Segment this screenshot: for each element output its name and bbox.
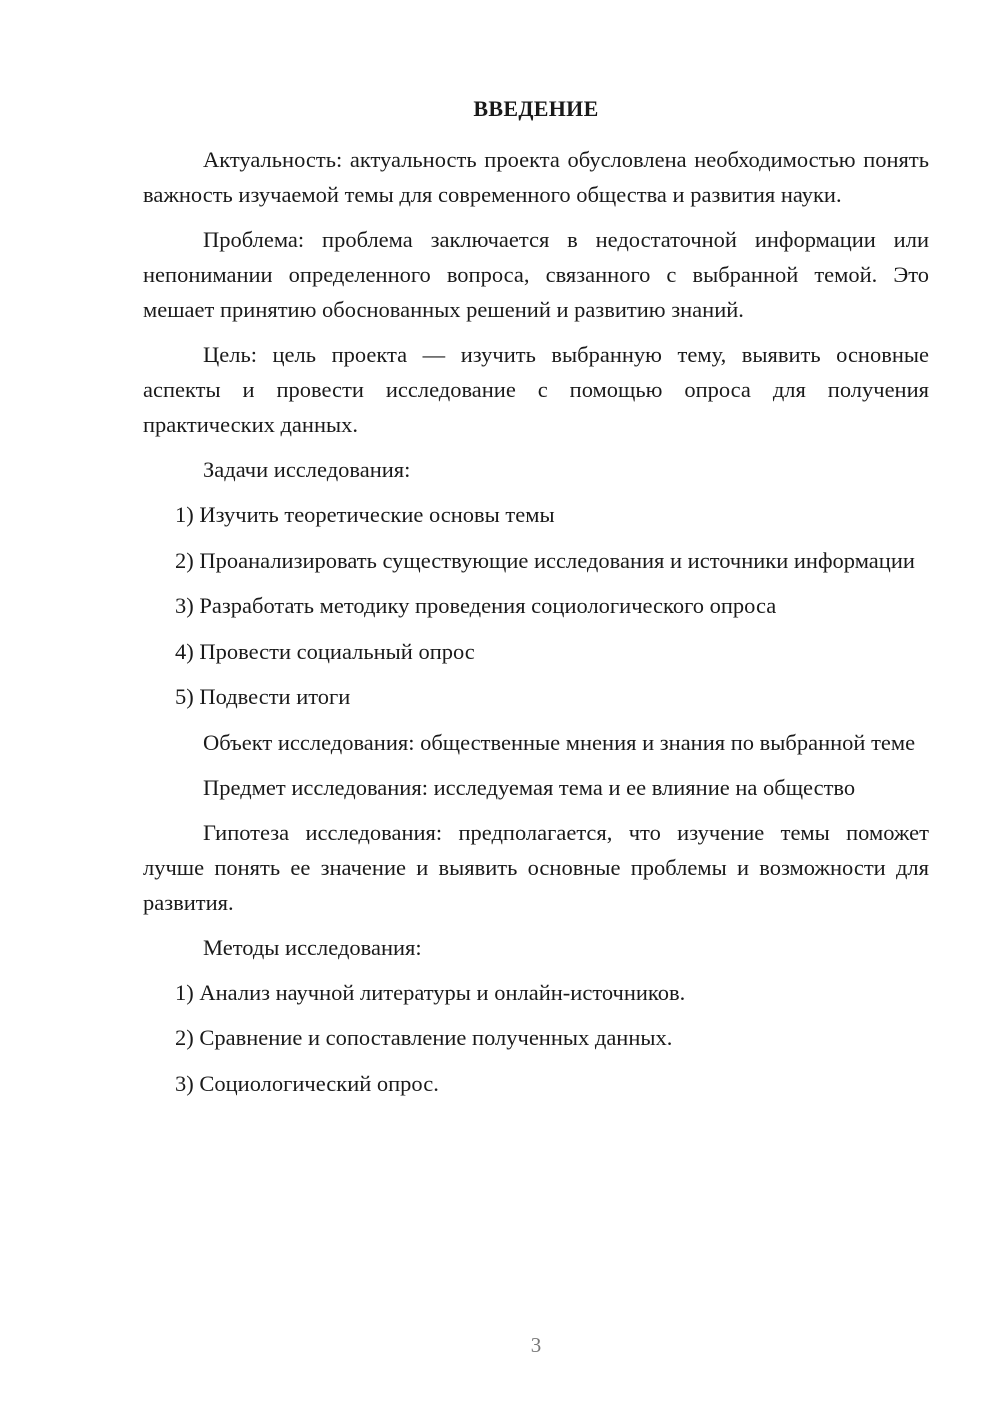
- tasks-heading: Задачи исследования:: [203, 457, 411, 482]
- page-title: ВВЕДЕНИЕ: [473, 96, 599, 121]
- task-item: 5) Подвести итоги: [175, 684, 351, 709]
- paragraph-object: Объект исследования: общественные мнения и знания по выбранной теме: [203, 729, 916, 755]
- paragraph-problem: Проблема: проблема заключается в недостаточной информации или непонимании определенного вопроса, связанного с выбранной темой. Это мешает принятию обоснованных решений и развитию знаний.: [143, 227, 929, 322]
- method-item: 1) Анализ научной литературы и онлайн-источников.: [175, 979, 686, 1005]
- methods-heading: Методы исследования:: [203, 934, 422, 960]
- page-number: 3: [530, 1333, 542, 1357]
- paragraph-hypothesis: Гипотеза исследования: предполагается, что изучение темы поможет лучше понять ее значение и выявить основные проблемы и возможности для развития.: [143, 819, 929, 915]
- method-item: 3) Социологический опрос.: [175, 1070, 439, 1096]
- task-item: 2) Проанализировать существующие исследования и источники информации: [175, 547, 915, 573]
- paragraph-goal: Цель: цель проекта — изучить выбранную тему, выявить основные аспекты и провести исследование с помощью опроса для получения практических данных.: [143, 342, 929, 437]
- document-body: [143, 142, 929, 1111]
- paragraph-subject: Предмет исследования: исследуемая тема и ее влияние на общество: [203, 774, 856, 800]
- task-item: 3) Разработать методику проведения социологического опроса: [175, 593, 777, 618]
- paragraph-relevance: Актуальность: актуальность проекта обусловлена необходимостью понять важность изучаемой темы для современного общества и развития науки.: [143, 147, 929, 207]
- task-item: 1) Изучить теоретические основы темы: [175, 502, 555, 527]
- task-item: 4) Провести социальный опрос: [175, 638, 475, 664]
- method-item: 2) Сравнение и сопоставление полученных данных.: [175, 1025, 673, 1050]
